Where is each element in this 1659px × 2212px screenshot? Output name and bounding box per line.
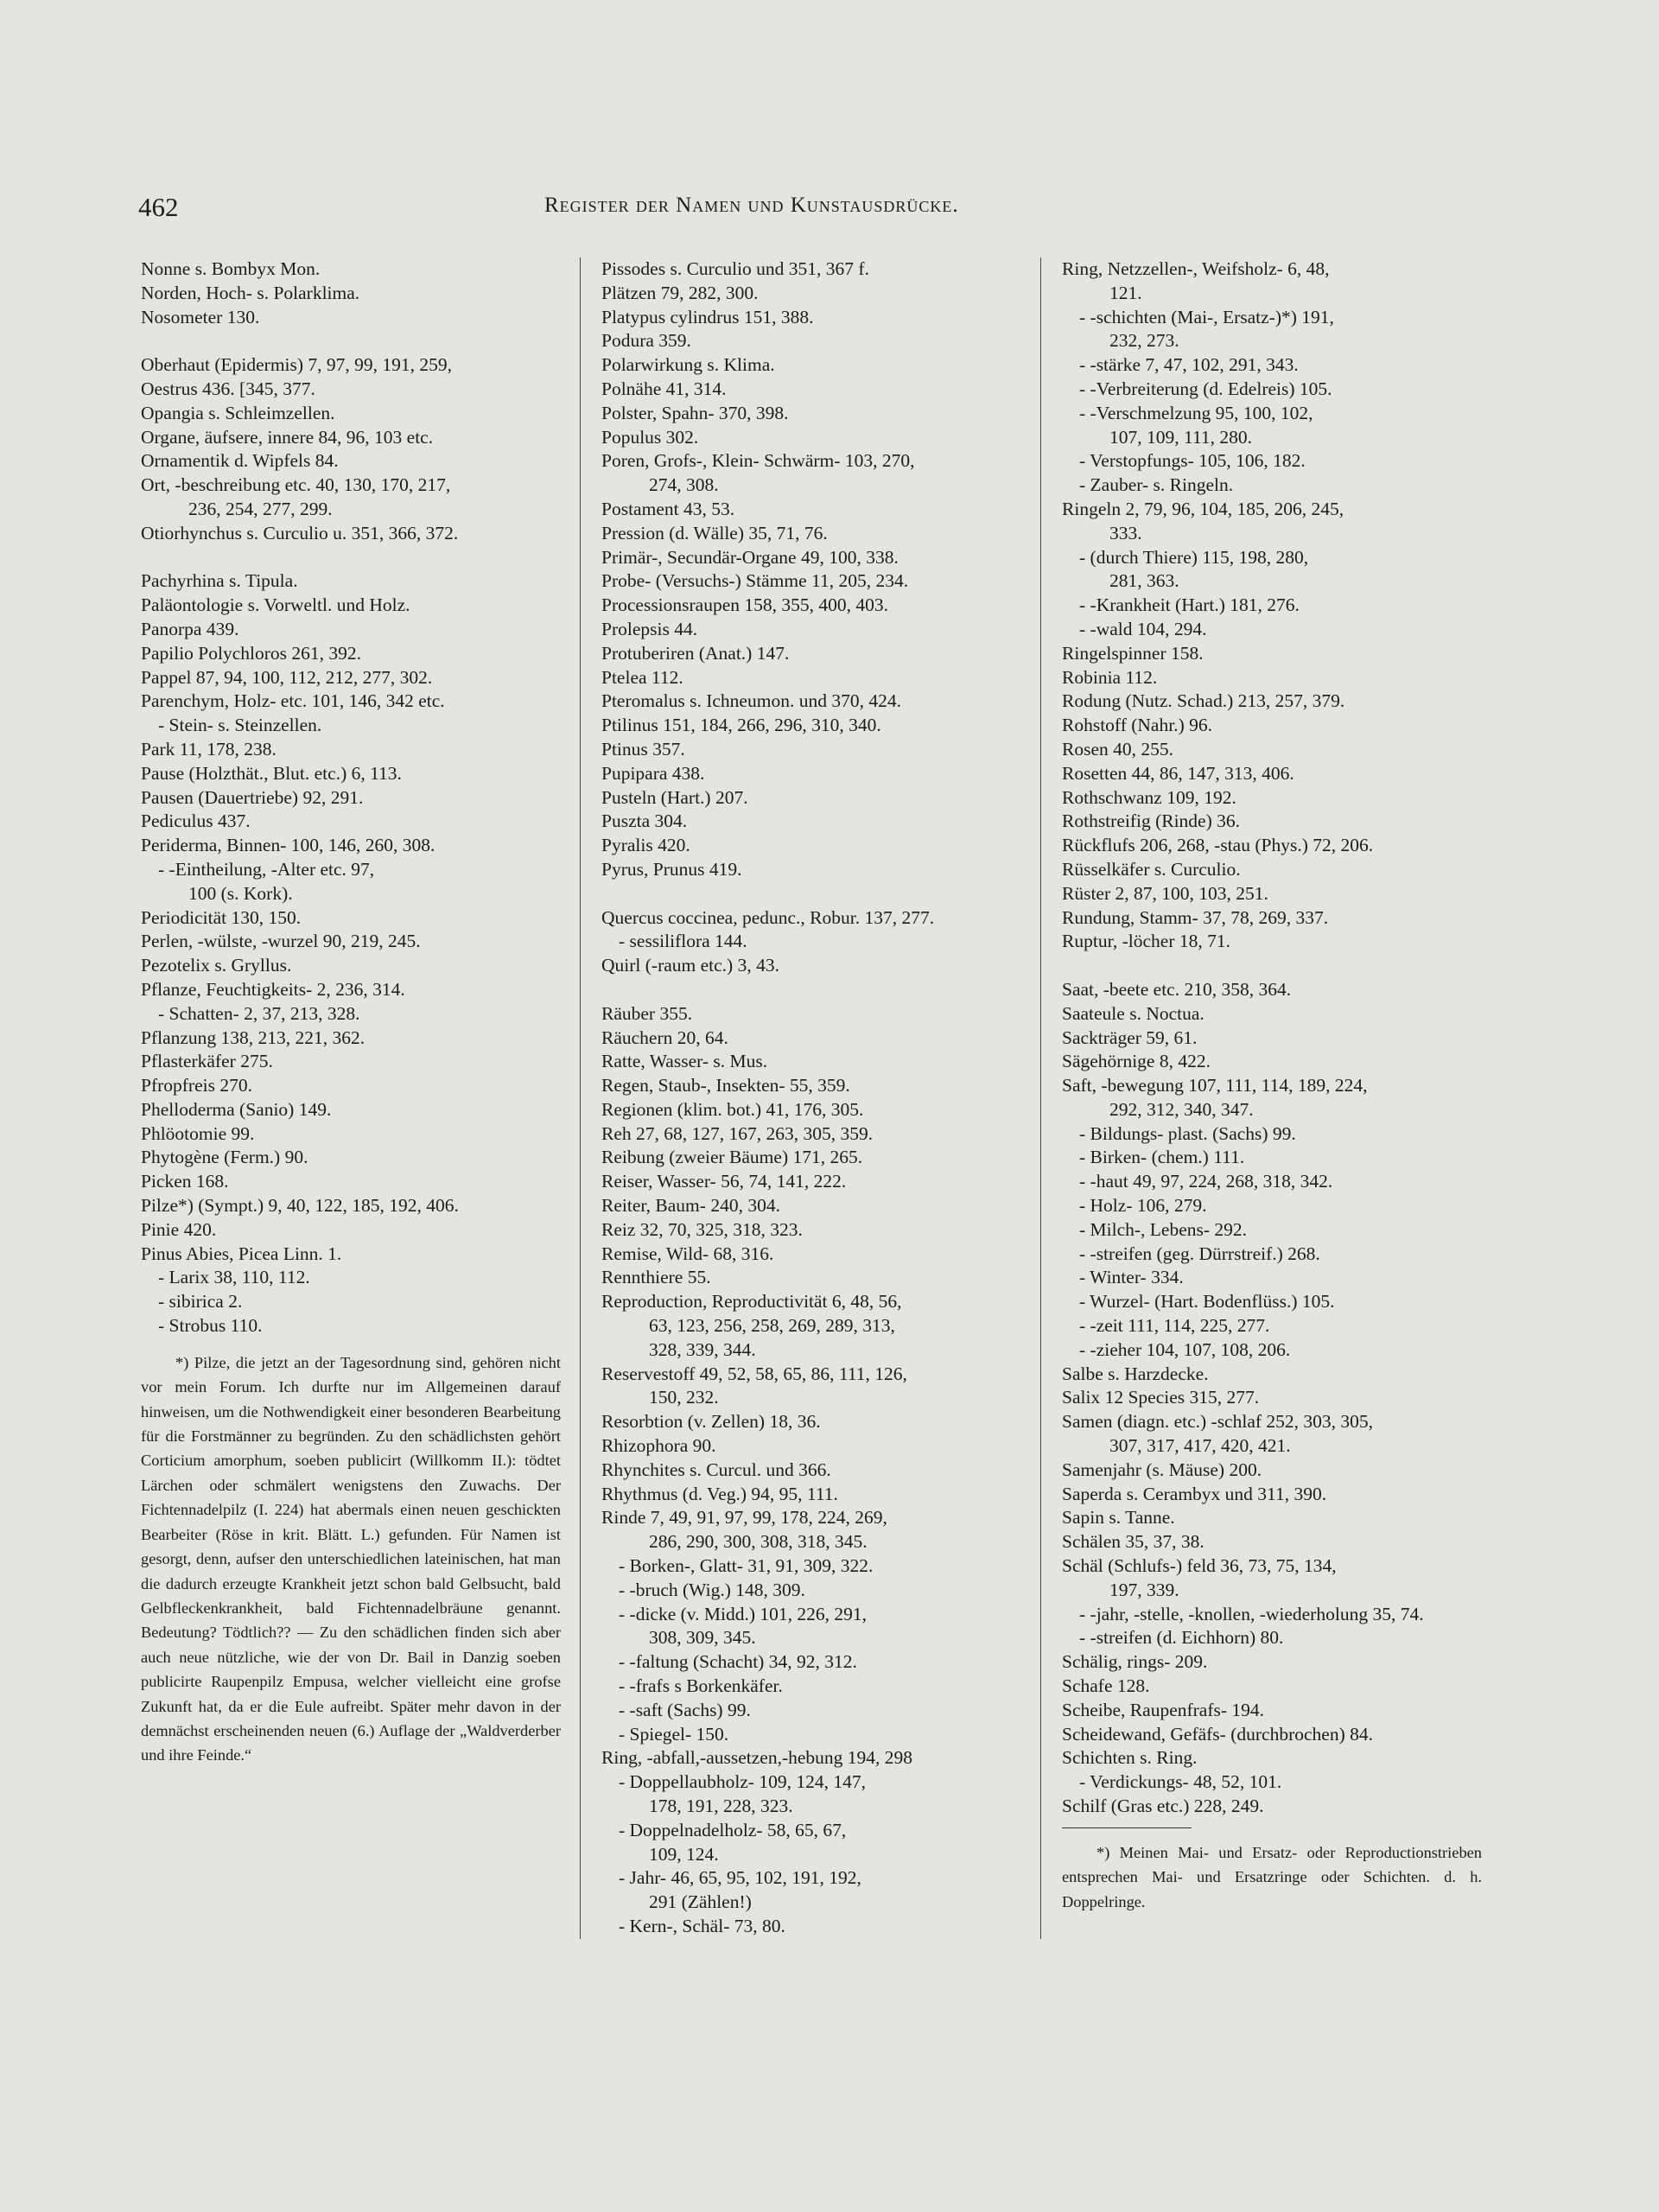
index-entry: 281, 363. <box>1109 570 1179 592</box>
index-entry: Pflanzung 138, 213, 221, 362. <box>141 1027 365 1048</box>
index-entry: Poren, Grofs-, Klein- Schwärm- 103, 270, <box>601 450 915 472</box>
index-entry: 333. <box>1109 522 1142 543</box>
index-entry: Pusteln (Hart.) 207. <box>601 786 748 808</box>
index-entry: 107, 109, 111, 280. <box>1109 426 1253 448</box>
index-entry: Park 11, 178, 238. <box>141 738 276 760</box>
index-entry: Samen (diagn. etc.) -schlaf 252, 303, 305, <box>1062 1411 1374 1433</box>
index-entry: Rothstreifig (Rinde) 36. <box>1062 810 1241 832</box>
index-entry: Ptelea 112. <box>601 666 683 688</box>
index-entry: - -frafs s Borkenkäfer. <box>619 1675 783 1697</box>
index-entry: Pression (d. Wälle) 35, 71, 76. <box>601 522 828 543</box>
index-entry: 274, 308. <box>649 474 719 496</box>
index-entry: - -schichten (Mai-, Ersatz-)*) 191, <box>1079 306 1334 327</box>
column-divider <box>1040 257 1041 1939</box>
index-entry: 307, 317, 417, 420, 421. <box>1109 1435 1291 1457</box>
index-entry: Processionsraupen 158, 355, 400, 403. <box>601 594 889 616</box>
index-entry: Schichten s. Ring. <box>1062 1747 1198 1769</box>
index-entry: Pfropfreis 270. <box>141 1075 252 1096</box>
page-number: 462 <box>138 192 179 222</box>
index-entry: Pezotelix s. Gryllus. <box>141 955 292 976</box>
index-entry <box>141 329 561 353</box>
index-entry: Reiter, Baum- 240, 304. <box>601 1195 780 1217</box>
index-entry: Polarwirkung s. Klima. <box>601 354 775 376</box>
index-entry: - -dicke (v. Midd.) 101, 226, 291, <box>619 1603 868 1624</box>
index-entry: Papilio Polychloros 261, 392. <box>141 642 362 664</box>
index-entry: Pause (Holzthät., Blut. etc.) 6, 113. <box>141 762 402 784</box>
index-entry: Oestrus 436. [345, 377. <box>141 378 315 399</box>
index-column-3 <box>1062 257 1482 1914</box>
index-entry: Polster, Spahn- 370, 398. <box>601 402 789 423</box>
footnote: *) Meinen Mai- und Ersatz- oder Reproductionstrieben entsprechen Mai- und Ersatzringe oder Schichten. d. h. Doppelringe. <box>1062 1843 1482 1910</box>
index-entry: Otiorhynchus s. Curculio u. 351, 366, 372. <box>141 522 459 543</box>
index-entry: Saft, -bewegung 107, 111, 114, 189, 224, <box>1062 1075 1368 1096</box>
index-entry: Pflasterkäfer 275. <box>141 1051 273 1072</box>
index-entry: Samenjahr (s. Mäuse) 200. <box>1062 1459 1262 1480</box>
index-entry <box>1062 954 1482 978</box>
index-entry <box>601 978 1021 1002</box>
index-entry: - -haut 49, 97, 224, 268, 318, 342. <box>1079 1171 1333 1192</box>
index-entry: Pappel 87, 94, 100, 112, 212, 277, 302. <box>141 666 433 688</box>
index-entry: Rhynchites s. Curcul. und 366. <box>601 1459 831 1480</box>
index-entry: - Zauber- s. Ringeln. <box>1079 474 1234 496</box>
index-entry: Rosetten 44, 86, 147, 313, 406. <box>1062 762 1294 784</box>
index-entry: - -Krankheit (Hart.) 181, 276. <box>1079 594 1300 616</box>
index-entry: Regionen (klim. bot.) 41, 176, 305. <box>601 1098 864 1120</box>
index-entry: Rennthiere 55. <box>601 1267 711 1288</box>
index-entry: - -zieher 104, 107, 108, 206. <box>1079 1338 1291 1360</box>
index-entry: - Bildungs- plast. (Sachs) 99. <box>1079 1122 1296 1144</box>
index-entry: Ringelspinner 158. <box>1062 642 1204 664</box>
index-entry: Polnähe 41, 314. <box>601 378 727 399</box>
index-entry: - -wald 104, 294. <box>1079 618 1207 639</box>
index-entry: - Stein- s. Steinzellen. <box>158 715 322 736</box>
index-entry: - Kern-, Schäl- 73, 80. <box>619 1915 785 1936</box>
index-entry: Rhizophora 90. <box>601 1435 716 1457</box>
index-entry: - Borken-, Glatt- 31, 91, 309, 322. <box>619 1555 874 1577</box>
index-entry: Pinus Abies, Picea Linn. 1. <box>141 1243 342 1264</box>
index-entry: Panorpa 439. <box>141 618 239 639</box>
index-entry: Rinde 7, 49, 91, 97, 99, 178, 224, 269, <box>601 1507 887 1529</box>
index-entry: - Verdickungs- 48, 52, 101. <box>1079 1771 1282 1793</box>
index-list <box>141 257 561 1338</box>
index-entry: Reservestoff 49, 52, 58, 65, 86, 111, 126, <box>601 1363 907 1384</box>
index-entry: - Winter- 334. <box>1079 1267 1184 1288</box>
index-entry: Reh 27, 68, 127, 167, 263, 305, 359. <box>601 1122 874 1144</box>
index-entry: Platypus cylindrus 151, 388. <box>601 306 814 327</box>
index-entry: Remise, Wild- 68, 316. <box>601 1243 774 1264</box>
index-entry: 178, 191, 228, 323. <box>649 1796 793 1816</box>
index-entry: Reibung (zweier Bäume) 171, 265. <box>601 1147 863 1168</box>
index-entry: Parenchym, Holz- etc. 101, 146, 342 etc. <box>141 690 445 712</box>
index-entry: Probe- (Versuchs-) Stämme 11, 205, 234. <box>601 570 909 592</box>
footnote: *) Pilze, die jetzt an der Tagesordnung sind, gehören nicht vor mein Forum. Ich durfte nur im Allgemeinen darauf hinweisen, um die Nothwendigkeit einer besonderen Bearbeitung für die Forstmänner zu begründen. Zu den schädlichsten gehört Corticium amorphum, soeben publicirt (Willkomm II.): tödtet Lärchen oder schmälert wenigstens den Zuwachs. Der Fichtennadelpilz (I. 224) hat abermals einen neuen geschickten Bearbeiter (Röse in krit. Blätt. L.) gefunden. Für Namen ist gesorgt, denn, aufser den unterschiedlichen lateinischen, hat man die dadurch erzeugte Krankheit jetzt schon bald Gelbsucht, bald Gelbfleckenkrankheit, bald Fichtennadelbräune genannt. Bedeutung? Tödtlich?? — Zu den schädlichen finden sich aber auch neue nützliche, wie der von Dr. Bail in Danzig soeben publicirte Raupenpilz Empusa, welcher vielleicht eine grofse Zukunft hat, da er die Eule aufreibt. Später mehr davon in der demnächst erscheinenden neuen (6.) Auflage der „Waldverderber und ihre Feinde.“ <box>141 1353 561 1764</box>
index-entry: 197, 339. <box>1109 1579 1179 1600</box>
index-entry: Pachyrhina s. Tipula. <box>141 570 298 592</box>
index-column-1 <box>141 257 561 1768</box>
index-entry: 291 (Zählen!) <box>649 1891 752 1913</box>
index-entry: Pediculus 437. <box>141 810 251 832</box>
index-entry: - -bruch (Wig.) 148, 309. <box>619 1579 805 1600</box>
index-entry: Sapin s. Tanne. <box>1062 1507 1175 1529</box>
index-entry: Opangia s. Schleimzellen. <box>141 402 335 423</box>
index-entry: - Larix 38, 110, 112. <box>158 1267 310 1288</box>
index-entry: Quercus coccinea, pedunc., Robur. 137, 277. <box>601 906 935 928</box>
index-entry: 100 (s. Kork). <box>188 882 293 904</box>
index-entry: Protuberiren (Anat.) 147. <box>601 642 790 664</box>
index-entry: Pyrus, Prunus 419. <box>601 858 742 880</box>
index-entry: 236, 254, 277, 299. <box>188 498 333 519</box>
index-entry: Rothschwanz 109, 192. <box>1062 786 1236 808</box>
index-entry: Podura 359. <box>601 330 691 352</box>
index-entry: Organe, äufsere, innere 84, 96, 103 etc. <box>141 426 434 448</box>
index-entry: Resorbtion (v. Zellen) 18, 36. <box>601 1411 821 1433</box>
running-title: Register der Namen und Kunstausdrücke. <box>544 194 959 217</box>
index-entry <box>141 546 561 570</box>
index-entry: - Strobus 110. <box>158 1315 263 1337</box>
index-entry: Pissodes s. Curculio und 351, 367 f. <box>601 258 869 279</box>
index-entry: 286, 290, 300, 308, 318, 345. <box>649 1531 868 1553</box>
index-entry: Phlöotomie 99. <box>141 1122 255 1144</box>
index-entry: Ringeln 2, 79, 96, 104, 185, 206, 245, <box>1062 498 1344 519</box>
index-entry: Rhythmus (d. Veg.) 94, 95, 111. <box>601 1483 838 1504</box>
index-entry: Rüsselkäfer s. Curculio. <box>1062 858 1241 880</box>
index-entry: - -Verschmelzung 95, 100, 102, <box>1079 402 1313 423</box>
index-entry: - sessiliflora 144. <box>619 931 747 952</box>
index-entry: - Birken- (chem.) 111. <box>1079 1147 1245 1168</box>
index-entry: Plätzen 79, 282, 300. <box>601 282 759 303</box>
index-entry: Robinia 112. <box>1062 666 1158 688</box>
index-entry: Räuchern 20, 64. <box>601 1027 728 1048</box>
index-entry: 121. <box>1109 282 1142 303</box>
index-entry: Primär-, Secundär-Organe 49, 100, 338. <box>601 546 899 568</box>
index-entry: - (durch Thiere) 115, 198, 280, <box>1079 546 1309 568</box>
index-entry: Räuber 355. <box>601 1002 693 1024</box>
index-entry: Rohstoff (Nahr.) 96. <box>1062 715 1212 736</box>
index-entry: - Milch-, Lebens- 292. <box>1079 1218 1248 1240</box>
index-entry: - Holz- 106, 279. <box>1079 1195 1207 1217</box>
index-entry: - Wurzel- (Hart. Bodenflüss.) 105. <box>1079 1291 1335 1313</box>
index-entry: Ring, Netzzellen-, Weifsholz- 6, 48, <box>1062 258 1330 279</box>
page-header <box>138 192 1486 230</box>
footnote-rule <box>1062 1827 1192 1828</box>
index-entry: - Doppellaubholz- 109, 124, 147, <box>619 1771 867 1793</box>
index-entry: 109, 124. <box>649 1843 719 1865</box>
index-entry: Pteromalus s. Ichneumon. und 370, 424. <box>601 690 901 712</box>
index-entry: Picken 168. <box>141 1171 229 1192</box>
index-entry: Sägehörnige 8, 422. <box>1062 1051 1211 1072</box>
index-entry: - -stärke 7, 47, 102, 291, 343. <box>1079 354 1299 376</box>
index-entry <box>601 882 1021 906</box>
index-entry: - sibirica 2. <box>158 1291 243 1313</box>
index-entry: Reiz 32, 70, 325, 318, 323. <box>601 1218 803 1240</box>
index-entry: - -zeit 111, 114, 225, 277. <box>1079 1315 1270 1337</box>
index-entry: - Jahr- 46, 65, 95, 102, 191, 192, <box>619 1867 861 1889</box>
index-entry: Quirl (-raum etc.) 3, 43. <box>601 955 779 976</box>
index-entry: Periderma, Binnen- 100, 146, 260, 308. <box>141 835 435 856</box>
index-entry: Phytogène (Ferm.) 90. <box>141 1147 308 1168</box>
index-entry: Pinie 420. <box>141 1218 217 1240</box>
index-entry: Nosometer 130. <box>141 306 260 327</box>
index-entry: Pilze*) (Sympt.) 9, 40, 122, 185, 192, 406. <box>141 1195 459 1217</box>
index-entry: 63, 123, 256, 258, 269, 289, 313, <box>649 1315 895 1337</box>
index-entry: 292, 312, 340, 347. <box>1109 1098 1254 1120</box>
index-entry: Populus 302. <box>601 426 699 448</box>
index-entry: - Verstopfungs- 105, 106, 182. <box>1079 450 1306 472</box>
index-entry: Rundung, Stamm- 37, 78, 269, 337. <box>1062 906 1329 928</box>
index-entry: Schälig, rings- 209. <box>1062 1651 1208 1673</box>
index-entry: Ring, -abfall,-aussetzen,-hebung 194, 298 <box>601 1747 913 1769</box>
index-entry: Puszta 304. <box>601 810 688 832</box>
index-entry: 328, 339, 344. <box>649 1338 756 1360</box>
index-entry: Scheibe, Raupenfrafs- 194. <box>1062 1699 1265 1720</box>
index-entry: Schälen 35, 37, 38. <box>1062 1531 1205 1553</box>
index-entry: Saateule s. Noctua. <box>1062 1002 1205 1024</box>
index-entry: Ratte, Wasser- s. Mus. <box>601 1051 768 1072</box>
index-entry: Paläontologie s. Vorweltl. und Holz. <box>141 594 410 616</box>
index-entry: Schilf (Gras etc.) 228, 249. <box>1062 1796 1264 1816</box>
index-entry: - -jahr, -stelle, -knollen, -wiederholung 35, 74. <box>1079 1603 1424 1624</box>
index-entry: Reiser, Wasser- 56, 74, 141, 222. <box>601 1171 847 1192</box>
index-entry: Postament 43, 53. <box>601 498 735 519</box>
index-entry: Reproduction, Reproductivität 6, 48, 56, <box>601 1291 902 1313</box>
index-entry: - -streifen (geg. Dürrstreif.) 268. <box>1079 1243 1320 1264</box>
index-list <box>1062 257 1482 1819</box>
index-entry: - -Eintheilung, -Alter etc. 97, <box>158 858 375 880</box>
index-entry: Pupipara 438. <box>601 762 705 784</box>
index-entry: Ptilinus 151, 184, 266, 296, 310, 340. <box>601 715 881 736</box>
index-entry: Regen, Staub-, Insekten- 55, 359. <box>601 1075 850 1096</box>
index-entry: Rodung (Nutz. Schad.) 213, 257, 379. <box>1062 690 1345 712</box>
index-entry: Saat, -beete etc. 210, 358, 364. <box>1062 978 1292 1000</box>
index-entry: Salix 12 Species 315, 277. <box>1062 1387 1260 1408</box>
index-entry: Ornamentik d. Wipfels 84. <box>141 450 339 472</box>
index-entry: 150, 232. <box>649 1387 719 1408</box>
index-entry: - -Verbreiterung (d. Edelreis) 105. <box>1079 378 1332 399</box>
index-entry: Schäl (Schlufs-) feld 36, 73, 75, 134, <box>1062 1555 1337 1577</box>
index-entry: Phelloderma (Sanio) 149. <box>141 1098 332 1120</box>
index-entry: Prolepsis 44. <box>601 618 698 639</box>
index-entry: Ptinus 357. <box>601 738 685 760</box>
index-entry: Salbe s. Harzdecke. <box>1062 1363 1209 1384</box>
index-entry: Norden, Hoch- s. Polarklima. <box>141 282 360 303</box>
index-entry: Sackträger 59, 61. <box>1062 1027 1198 1048</box>
index-entry: Pausen (Dauertriebe) 92, 291. <box>141 786 364 808</box>
index-entry: - Schatten- 2, 37, 213, 328. <box>158 1002 360 1024</box>
index-entry: 308, 309, 345. <box>649 1627 756 1649</box>
column-divider <box>580 257 581 1939</box>
index-entry: - Doppelnadelholz- 58, 65, 67, <box>619 1819 847 1840</box>
index-column-2 <box>601 257 1021 1939</box>
index-entry: Schafe 128. <box>1062 1675 1150 1697</box>
index-entry: - -saft (Sachs) 99. <box>619 1699 751 1720</box>
index-entry: Saperda s. Cerambyx und 311, 390. <box>1062 1483 1327 1504</box>
index-entry: Scheidewand, Gefäfs- (durchbrochen) 84. <box>1062 1723 1373 1745</box>
index-entry: Perlen, -wülste, -wurzel 90, 219, 245. <box>141 931 421 952</box>
index-entry: - -faltung (Schacht) 34, 92, 312. <box>619 1651 857 1673</box>
index-entry: Rückflufs 206, 268, -stau (Phys.) 72, 206. <box>1062 835 1374 856</box>
index-entry: Ruptur, -löcher 18, 71. <box>1062 931 1230 952</box>
index-list <box>601 257 1021 1939</box>
index-entry: Pflanze, Feuchtigkeits- 2, 236, 314. <box>141 978 405 1000</box>
index-entry: 232, 273. <box>1109 330 1179 352</box>
index-entry: - Spiegel- 150. <box>619 1723 729 1745</box>
index-entry: Rosen 40, 255. <box>1062 738 1173 760</box>
index-entry: Nonne s. Bombyx Mon. <box>141 258 321 279</box>
index-entry: Periodicität 130, 150. <box>141 906 302 928</box>
index-entry: Rüster 2, 87, 100, 103, 251. <box>1062 882 1268 904</box>
index-entry: Oberhaut (Epidermis) 7, 97, 99, 191, 259, <box>141 354 453 376</box>
index-entry: Pyralis 420. <box>601 835 690 856</box>
index-entry: Ort, -beschreibung etc. 40, 130, 170, 217, <box>141 474 451 496</box>
index-entry: - -streifen (d. Eichhorn) 80. <box>1079 1627 1284 1649</box>
